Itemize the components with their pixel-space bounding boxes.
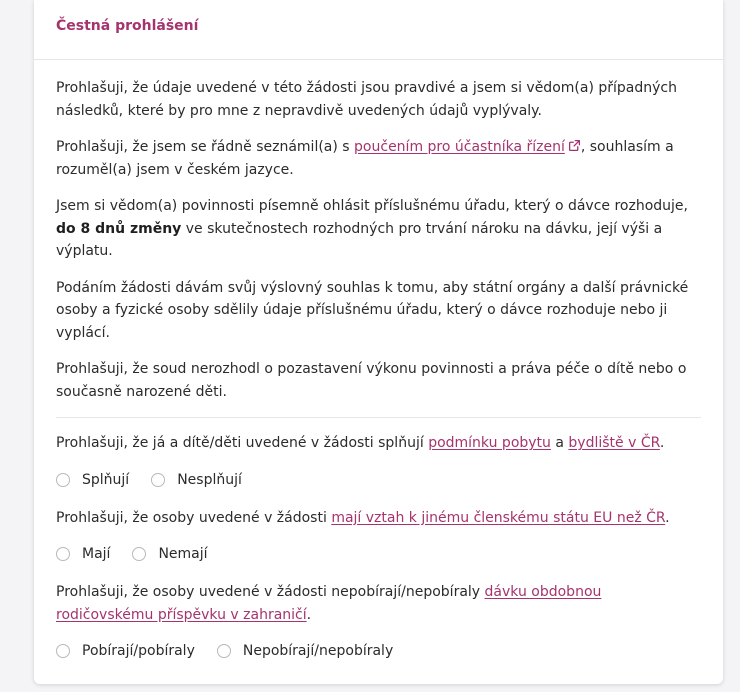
change-deadline-bold: do 8 dnů změny [56, 220, 182, 237]
question-eu-relation-before: Prohlašuji, že osoby uvedené v žádosti [56, 509, 332, 526]
radio-unchecked-icon[interactable] [56, 644, 70, 658]
declarations-card [34, 0, 723, 684]
question-residence-after: . [659, 435, 665, 451]
radio-nepobiraji-label: Nepobírají/nepobíraly [242, 643, 394, 659]
declaration-change-duty [56, 195, 701, 263]
question-eu-relation-after: . [665, 509, 670, 526]
question-residence [56, 432, 701, 455]
residence-radio-group [56, 469, 701, 491]
question-eu-relation [56, 507, 701, 530]
radio-nemaji[interactable] [132, 546, 207, 562]
card-header [34, 0, 723, 60]
radio-maji-label: Mají [82, 546, 111, 562]
radio-unchecked-icon[interactable] [56, 473, 70, 487]
declaration-truthfulness: Prohlašuji, že údaje uvedené v této žádosti jsou pravdivé a jsem si vědom(a) případných následků, které by pro mne z nepravdivě uvedených údajů vyplývaly. [56, 80, 677, 119]
radio-nepobiraji[interactable] [217, 643, 393, 659]
question-foreign-benefit-after: . [306, 606, 312, 623]
external-link-icon[interactable] [568, 139, 581, 152]
radio-nesplnuji[interactable] [151, 472, 242, 488]
domicile-link[interactable]: bydliště v ČR [568, 435, 660, 451]
declaration-court: Prohlašuji, že soud nerozhodl o pozastavení výkonu povinnosti a práva péče o dítě nebo o současně narozené děti. [56, 361, 687, 400]
question-residence-middle: a [550, 435, 569, 451]
section-title: Čestná prohlášení [56, 18, 199, 34]
declaration-instructions [56, 136, 701, 181]
radio-unchecked-icon[interactable] [217, 644, 231, 658]
card-body [34, 60, 723, 662]
foreign-benefit-radio-group [56, 640, 701, 662]
residence-condition-link[interactable]: podmínku pobytu [428, 435, 551, 451]
instructions-link[interactable] [354, 139, 565, 155]
eu-relation-radio-group [56, 543, 701, 565]
radio-pobiraji[interactable] [56, 643, 195, 659]
radio-nemaji-label: Nemají [158, 546, 208, 562]
divider [56, 417, 701, 418]
declaration-instructions-text-after: , souhlasím a rozuměl(a) jsem v českém jazyce. [56, 139, 674, 178]
radio-pobiraji-label: Pobírají/pobíraly [82, 643, 195, 659]
declaration-change-duty-before: Jsem si vědom(a) povinnosti písemně ohlásit příslušnému úřadu, který o dávce rozhoduje, [56, 198, 688, 214]
radio-unchecked-icon[interactable] [132, 547, 146, 561]
radio-maji[interactable] [56, 546, 110, 562]
radio-splnuji-label: Splňují [82, 471, 130, 488]
radio-unchecked-icon[interactable] [56, 547, 70, 561]
question-residence-before: Prohlašuji, že já a dítě/děti uvedené v žádosti splňují [56, 435, 429, 451]
declaration-change-duty-after: ve skutečnostech rozhodných pro trvání nároku na dávku, její výši a výplatu. [56, 220, 663, 259]
foreign-benefit-link[interactable]: dávku obdobnou rodičovskému příspěvku v zahraničí [56, 584, 602, 623]
instructions-link-label: poučením pro účastníka řízení [354, 139, 565, 155]
question-foreign-benefit [56, 581, 701, 626]
radio-nesplnuji-label: Nesplňují [177, 471, 242, 488]
question-foreign-benefit-before: Prohlašuji, že osoby uvedené v žádosti nepobírají/nepobíraly [56, 584, 485, 600]
declaration-consent: Podáním žádosti dávám svůj výslovný souhlas k tomu, aby státní orgány a další právnické osoby a fyzické osoby sdělily údaje příslušnému úřadu, který o dávce rozhoduje nebo ji vyplácí. [56, 279, 689, 341]
eu-relation-link[interactable]: mají vztah k jinému členskému státu EU než ČR [331, 509, 666, 526]
radio-splnuji[interactable] [56, 472, 129, 488]
radio-unchecked-icon[interactable] [151, 473, 165, 487]
declaration-instructions-text-before: Prohlašuji, že jsem se řádně seznámil(a) s [56, 139, 355, 155]
